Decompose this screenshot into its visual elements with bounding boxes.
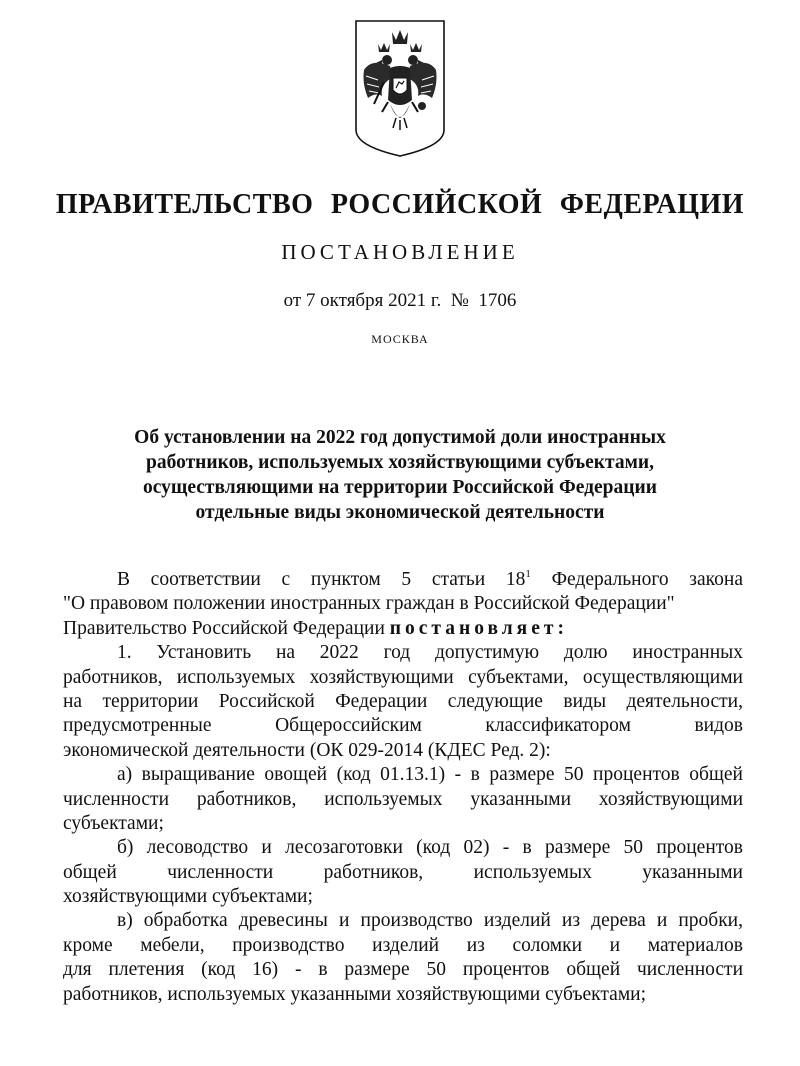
number-sign: №: [450, 290, 469, 311]
body-text: Федерального закона: [530, 569, 743, 590]
document-date: от 7 октября 2021 г.: [283, 290, 442, 311]
title-line: Об установлении на 2022 год допустимой доли иностранных: [134, 427, 666, 448]
document-type: ПОСТАНОВЛЕНИЕ: [281, 240, 519, 264]
body-line: в) обработка древесины и производство изделий из дерева и пробки,: [117, 910, 743, 932]
body-line: субъектами;: [63, 812, 164, 834]
article-superscript: 1: [525, 568, 531, 580]
body-line: кроме мебели, производство изделий из соломки и материалов: [63, 934, 743, 956]
document-title: [70, 425, 730, 525]
state-emblem-icon: [352, 18, 448, 158]
body-line: на территории Российской Федерации следующие виды деятельности,: [63, 690, 743, 712]
body-text: В соответствии с пунктом 5 статьи 18: [117, 569, 526, 590]
title-line: работников, используемых хозяйствующими субъектами,: [146, 452, 654, 473]
body-line: [63, 617, 743, 641]
body-line: для плетения (код 16) - в размере 50 процентов общей численности: [63, 959, 743, 981]
body-line: численности работников, используемых указанными хозяйствующими: [63, 788, 743, 810]
body-line: б) лесоводство и лесозаготовки (код 02) - в размере 50 процентов: [117, 837, 743, 859]
title-line: отдельные виды экономической деятельности: [195, 502, 605, 523]
body-line: [63, 568, 743, 592]
document-body: [63, 568, 743, 1007]
document-number: 1706: [478, 290, 517, 311]
title-line: осуществляющими на территории Российской Федерации: [143, 477, 657, 498]
decree-verb: постановляет:: [389, 617, 568, 639]
body-line: а) выращивание овощей (код 01.13.1) - в размере 50 процентов общей: [117, 764, 743, 786]
body-line: хозяйствующими субъектами;: [63, 886, 313, 908]
body-line: работников, используемых указанными хозяйствующими субъектами;: [63, 983, 647, 1005]
body-line: предусмотренные Общероссийским классификатором видов: [63, 715, 743, 737]
body-line: 1. Установить на 2022 год допустимую долю иностранных: [117, 642, 743, 664]
document-place: МОСКВА: [371, 332, 429, 346]
issuing-authority: ПРАВИТЕЛЬСТВО РОССИЙСКОЙ ФЕДЕРАЦИИ: [55, 189, 745, 220]
body-line: работников, используемых хозяйствующими субъектами, осуществляющими: [63, 666, 743, 688]
body-line: экономической деятельности (ОК 029-2014 (КДЕС Ред. 2):: [63, 739, 551, 761]
body-line: общей численности работников, используемых указанными: [63, 861, 743, 883]
body-text: Правительство Российской Федерации: [63, 617, 390, 639]
document-date-number: [0, 290, 800, 312]
body-line: "О правовом положении иностранных граждан в Российской Федерации": [63, 593, 675, 615]
